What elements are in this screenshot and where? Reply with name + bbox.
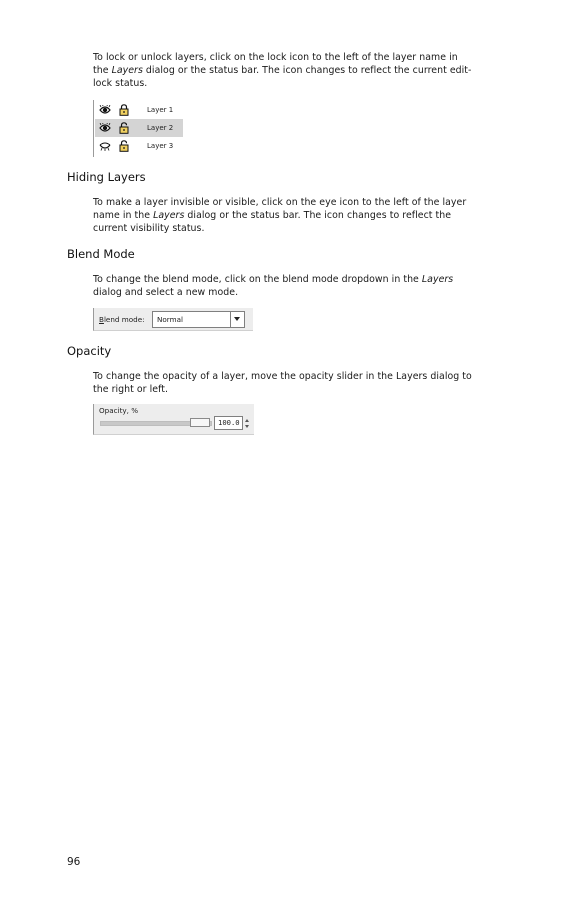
hiding-paragraph: To make a layer invisible or visible, click on the eye icon to the left of the layer name in the Layers dialog or the status bar. The icon changes to reflect the current visibility status. (93, 197, 467, 234)
lock-closed-icon[interactable] (119, 104, 129, 116)
layers-dialog (93, 100, 184, 157)
opacity-value[interactable]: 100.0 (218, 418, 240, 427)
opacity-spinbox[interactable] (214, 416, 243, 430)
layer-name[interactable]: Layer 3 (147, 142, 174, 150)
layer-row-1[interactable] (95, 101, 183, 119)
lock-open-icon[interactable] (119, 140, 129, 152)
opacity-slider-handle[interactable] (190, 418, 210, 427)
layer-name[interactable]: Layer 2 (147, 124, 174, 132)
layer-row-3[interactable] (95, 137, 183, 155)
spin-down-icon[interactable] (245, 425, 249, 428)
opacity-label: Opacity, % (99, 406, 139, 415)
blend-mode-dropdown[interactable] (152, 311, 245, 328)
hiding-layers-heading: Hiding Layers (67, 170, 146, 184)
blend-paragraph: To change the blend mode, click on the blend mode dropdown in the Layers dialog and select a new mode. (93, 274, 454, 298)
eye-open-icon[interactable] (99, 123, 111, 133)
chevron-down-icon[interactable] (230, 312, 244, 327)
opacity-panel (93, 404, 254, 435)
eye-closed-icon[interactable] (99, 141, 111, 151)
blend-mode-bar (93, 308, 253, 331)
blend-mode-heading: Blend Mode (67, 247, 135, 261)
lock-paragraph: To lock or unlock layers, click on the lock icon to the left of the layer name in the Layers dialog or the status bar. The icon changes to reflect the current edit-lock status. (93, 52, 472, 89)
layer-row-2[interactable] (95, 119, 183, 137)
layer-name[interactable]: Layer 1 (147, 106, 174, 114)
page-number: 96 (67, 856, 81, 868)
blend-mode-label: Blend mode: (99, 315, 145, 324)
blend-mode-value: Normal (157, 315, 184, 324)
spin-up-icon[interactable] (245, 419, 249, 422)
opacity-heading: Opacity (67, 344, 112, 358)
opacity-paragraph: To change the opacity of a layer, move the opacity slider in the Layers dialog to the right or left. (93, 371, 472, 395)
eye-open-icon[interactable] (99, 105, 111, 115)
lock-open-icon[interactable] (119, 122, 129, 134)
